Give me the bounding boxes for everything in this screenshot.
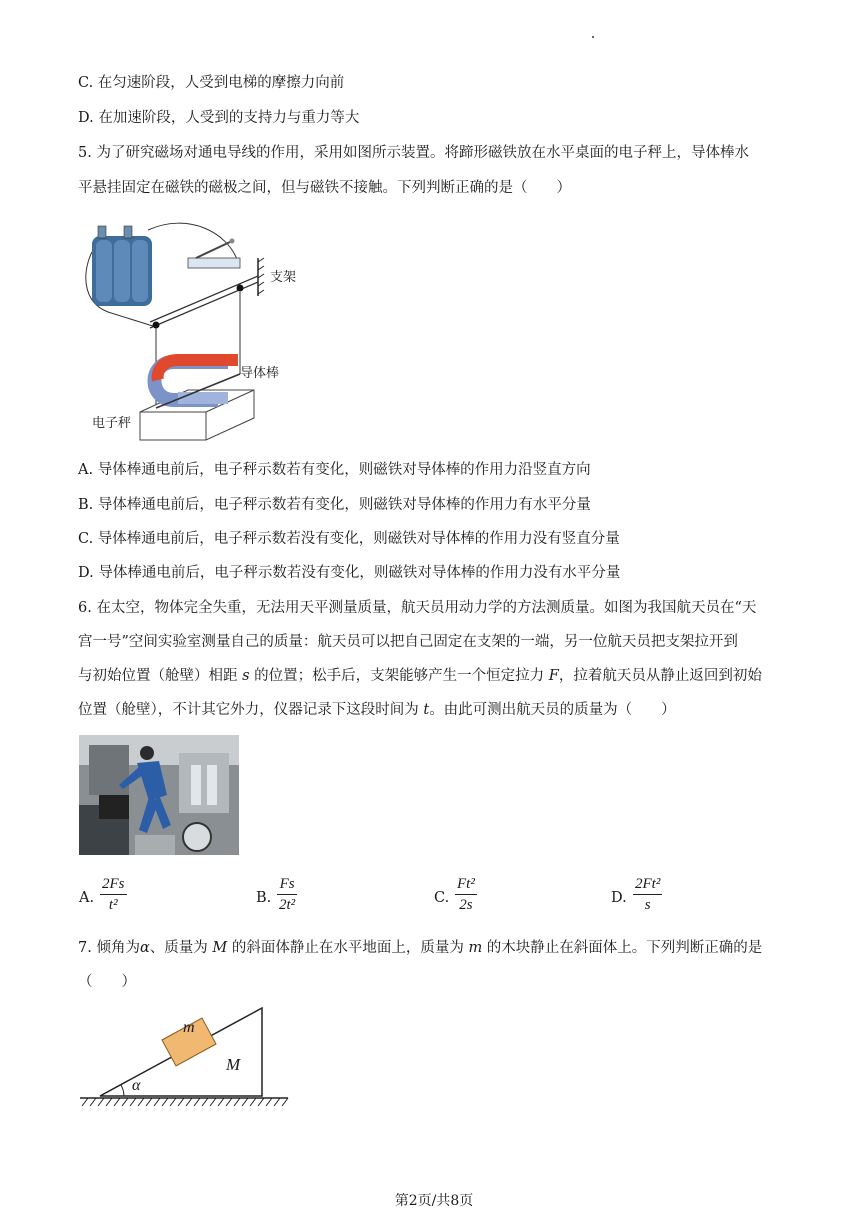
- var-m: m: [468, 940, 483, 956]
- label-block-m: m: [183, 1019, 195, 1036]
- q5-option-d: D. 导体棒通电前后，电子秤示数若没有变化，则磁铁对导体棒的作用力没有水平分量: [78, 565, 621, 581]
- q6-option-a-letter: A.: [79, 890, 95, 906]
- q5-option-b: B. 导体棒通电前后，电子秤示数若有变化，则磁铁对导体棒的作用力有水平分量: [78, 497, 591, 513]
- scan-dot: [592, 36, 594, 38]
- q6-option-c-fraction: Ft² 2s: [457, 876, 475, 913]
- label-angle-alpha: α: [132, 1077, 141, 1094]
- q7-stem-line2: （ ）: [78, 974, 136, 990]
- q6-option-c-letter: C.: [434, 890, 450, 906]
- q5-stem-line2: 平悬挂固定在磁铁的磁极之间，但与磁铁不接触。下列判断正确的是（ ）: [78, 180, 571, 196]
- var-F: F: [548, 668, 559, 684]
- q4-option-c: C. 在匀速阶段，人受到电梯的摩擦力向前: [78, 75, 345, 91]
- q4-option-d: D. 在加速阶段，人受到的支持力与重力等大: [78, 110, 360, 126]
- q6-option-b-fraction: Fs 2t²: [279, 876, 296, 913]
- label-scale: 电子秤: [92, 416, 132, 431]
- label-support: 支架: [270, 270, 297, 285]
- q5-stem-line1: 5. 为了研究磁场对通电导线的作用，采用如图所示装置。将蹄形磁铁放在水平桌面的电子秤上，导体棒水: [78, 145, 749, 161]
- q6-option-b-letter: B.: [256, 890, 272, 906]
- q6-option-a-fraction: 2Fs t²: [102, 876, 125, 913]
- label-wedge-M: M: [226, 1055, 241, 1074]
- magnet-icon: [155, 360, 239, 404]
- q5-option-c: C. 导体棒通电前后，电子秤示数若没有变化，则磁铁对导体棒的作用力没有竖直分量: [78, 531, 620, 547]
- battery-icon: [92, 226, 152, 306]
- q6-photo: [79, 735, 239, 855]
- q5-option-a: A. 导体棒通电前后，电子秤示数若有变化，则磁铁对导体棒的作用力沿竖直方向: [78, 462, 591, 478]
- q5-figure: [78, 212, 308, 444]
- q6-stem-line1: 6. 在太空，物体完全失重，无法用天平测量质量，航天员用动力学的方法测质量。如图为我国航天员在“天: [78, 600, 757, 616]
- switch-icon: [188, 239, 240, 269]
- q6-stem-line3: 与初始位置（舱壁）相距 s 的位置；松手后，支架能够产生一个恒定拉力 F，拉着航天员从静止返回到初始: [78, 668, 762, 684]
- var-alpha: α: [139, 940, 150, 956]
- page-footer: 第2页/共8页: [394, 1193, 474, 1209]
- var-s: s: [242, 668, 250, 684]
- q6-stem-line4: 位置（舱壁），不计其它外力，仪器记录下这段时间为 t。由此可测出航天员的质量为（ ）: [78, 702, 676, 718]
- q6-option-d-fraction: 2Ft² s: [635, 876, 661, 913]
- var-M: M: [212, 940, 228, 956]
- var-t: t: [423, 702, 430, 718]
- q6-option-d-letter: D.: [611, 890, 627, 906]
- wire: [148, 223, 238, 262]
- q6-stem-line2: 宫一号”空间实验室测量自己的质量：航天员可以把自己固定在支架的一端，另一位航天员把支架拉开到: [78, 634, 738, 650]
- label-rod: 导体棒: [240, 366, 280, 381]
- q7-stem-line1: 7. 倾角为α、质量为 M 的斜面体静止在水平地面上，质量为 m 的木块静止在斜面体上。下列判断正确的是: [78, 940, 763, 956]
